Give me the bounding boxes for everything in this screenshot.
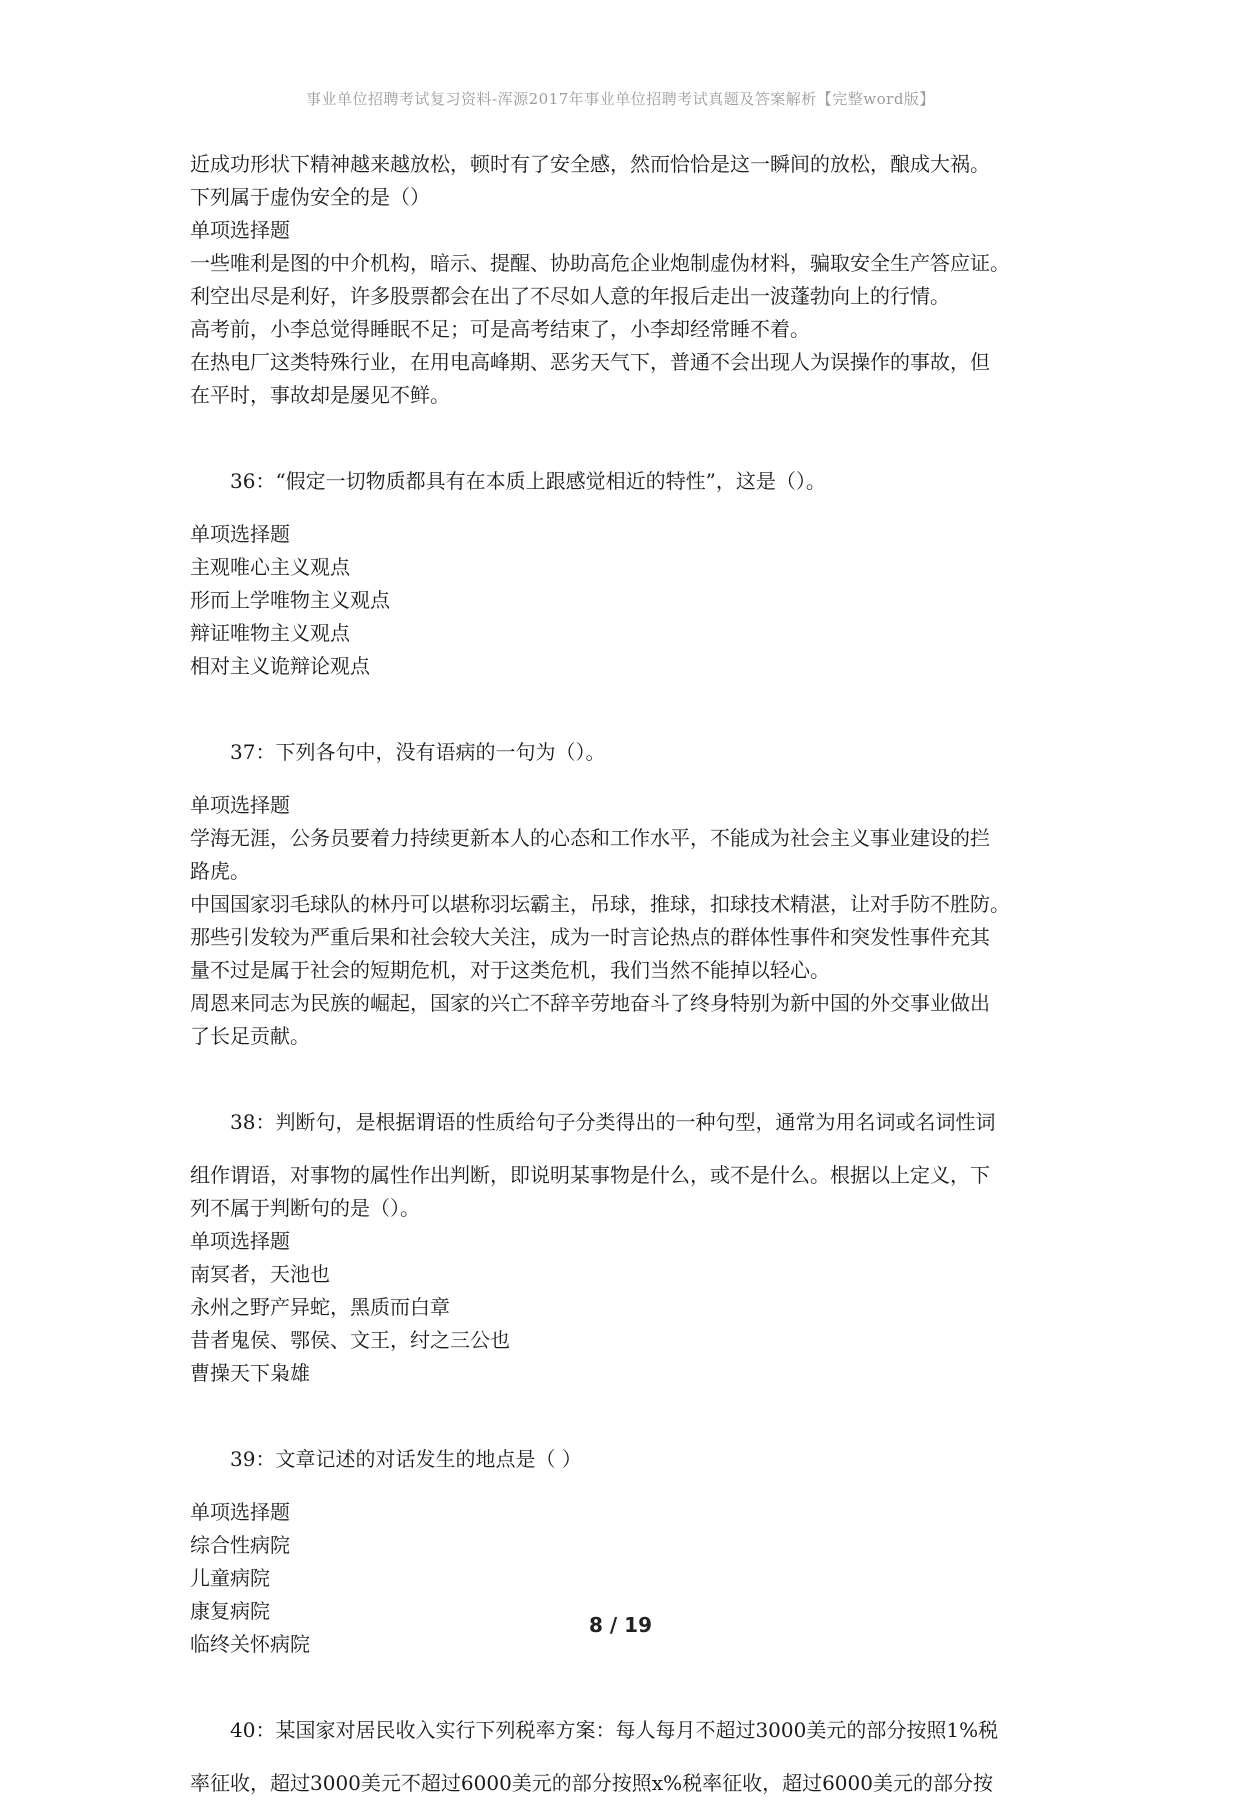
- spacer: [190, 1053, 1070, 1086]
- question-type-label: 单项选择题: [190, 793, 290, 817]
- option-b: 形而上学唯物主义观点: [190, 588, 390, 612]
- option-c-continued: 量不过是属于社会的短期危机，对于这类危机，我们当然不能掉以轻心。: [190, 958, 830, 982]
- document-body: [190, 148, 1070, 1800]
- option-d: 周恩来同志为民族的崛起，国家的兴亡不辞辛劳地奋斗了终身特别为新中国的外交事业做出: [190, 991, 990, 1015]
- question-stem: 40：某国家对居民收入实行下列税率方案：每人每月不超过3000美元的部分按照1%税: [230, 1718, 999, 1742]
- intro-question: 下列属于虚伪安全的是（）: [190, 185, 430, 209]
- option-a: 学海无涯，公务员要着力持续更新本人的心态和工作水平，不能成为社会主义事业建设的拦: [190, 826, 990, 850]
- question-stem: 37：下列各句中，没有语病的一句为（）。: [230, 740, 606, 764]
- spacer: [190, 412, 1070, 445]
- question-stem-continued: 组作谓语，对事物的属性作出判断，即说明某事物是什么，或不是什么。根据以上定义，下: [190, 1163, 990, 1187]
- option-b: 中国国家羽毛球队的林丹可以堪称羽坛霸主，吊球，推球，扣球技术精湛，让对手防不胜防。: [190, 892, 1010, 916]
- question-36: [190, 465, 1070, 683]
- option-d: 临终关怀病院: [190, 1632, 310, 1656]
- question-stem: 36：“假定一切物质都具有在本质上跟感觉相近的特性”，这是（）。: [230, 469, 826, 493]
- option-d: 曹操天下枭雄: [190, 1361, 310, 1385]
- option-a-continued: 路虎。: [190, 859, 250, 883]
- question-type-label: 单项选择题: [190, 218, 290, 242]
- spacer: [190, 1390, 1070, 1423]
- page-header: 事业单位招聘考试复习资料-浑源2017年事业单位招聘考试真题及答案解析【完整word版】: [306, 90, 935, 108]
- option-a: 主观唯心主义观点: [190, 555, 350, 579]
- question-type-label: 单项选择题: [190, 1500, 290, 1524]
- option-c: 那些引发较为严重后果和社会较大关注，成为一时言论热点的群体性事件和突发性事件充其: [190, 925, 990, 949]
- option-line: 利空出尽是利好，许多股票都会在出了不尽如人意的年报后走出一波蓬勃向上的行情。: [190, 284, 950, 308]
- question-40: [190, 1714, 1070, 1800]
- question-type-label: 单项选择题: [190, 522, 290, 546]
- intro-line: 近成功形状下精神越来越放松，顿时有了安全感，然而恰恰是这一瞬间的放松，酿成大祸。: [190, 152, 990, 176]
- option-line: 高考前，小李总觉得睡眠不足；可是高考结束了，小李却经常睡不着。: [190, 317, 810, 341]
- question-stem: 39：文章记述的对话发生的地点是（ ）: [230, 1447, 582, 1471]
- page-number: 8 / 19: [589, 1613, 652, 1637]
- question-stem-continued: 率征收，超过3000美元不超过6000美元的部分按照x%税率征收，超过6000美元的部分按: [190, 1771, 993, 1795]
- option-a: 南冥者，天池也: [190, 1262, 330, 1286]
- option-b: 儿童病院: [190, 1566, 270, 1590]
- option-line: 在热电厂这类特殊行业，在用电高峰期、恶劣天气下，普通不会出现人为误操作的事故，但: [190, 350, 990, 374]
- option-b: 永州之野产异蛇，黑质而白章: [190, 1295, 450, 1319]
- spacer: [190, 683, 1070, 716]
- question-type-label: 单项选择题: [190, 1229, 290, 1253]
- question-stem-continued: 列不属于判断句的是（）。: [190, 1196, 420, 1220]
- option-c: 昔者鬼侯、鄂侯、文王，纣之三公也: [190, 1328, 510, 1352]
- question-stem: 38：判断句，是根据谓语的性质给句子分类得出的一种句型，通常为用名词或名词性词: [230, 1110, 996, 1134]
- option-c: 康复病院: [190, 1599, 270, 1623]
- option-a: 综合性病院: [190, 1533, 290, 1557]
- option-d-continued: 了长足贡献。: [190, 1024, 310, 1048]
- option-c: 辩证唯物主义观点: [190, 621, 350, 645]
- intro-block: [190, 148, 1070, 412]
- question-38: [190, 1106, 1070, 1390]
- option-line: 在平时，事故却是屡见不鲜。: [190, 383, 450, 407]
- spacer: [190, 1661, 1070, 1694]
- option-d: 相对主义诡辩论观点: [190, 654, 370, 678]
- option-line: 一些唯利是图的中介机构，暗示、提醒、协助高危企业炮制虚伪材料，骗取安全生产答应证。: [190, 251, 1010, 275]
- question-37: [190, 736, 1070, 1053]
